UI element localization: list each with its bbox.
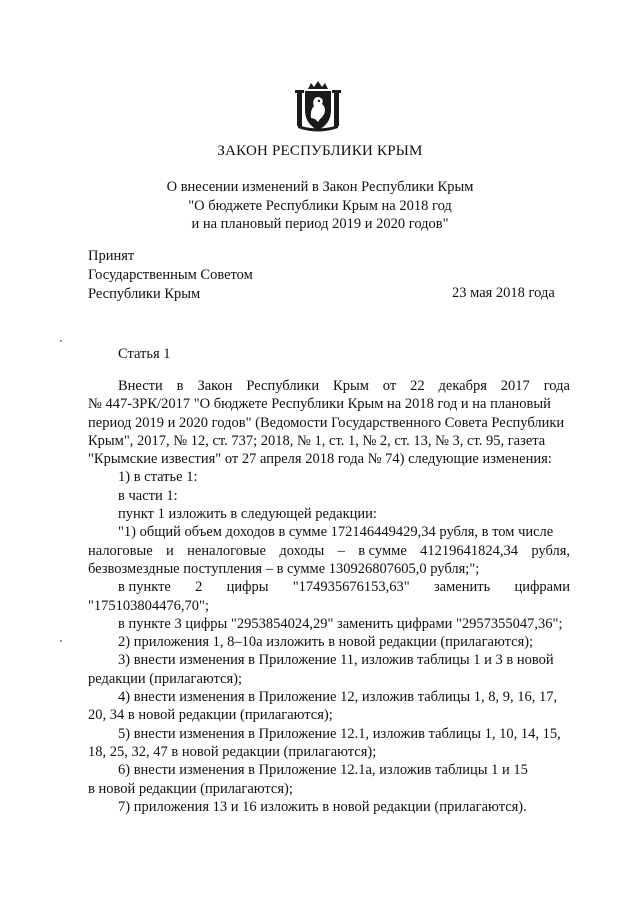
word: рубля, [531, 542, 570, 559]
word: Республики [246, 378, 320, 394]
adoption-line: Государственным Советом [88, 267, 253, 283]
list-item: 3) внести изменения в Приложение 11, изложив таблицы 1 и 3 в новой [118, 652, 554, 669]
adoption-block [88, 247, 253, 304]
word: 2017 [500, 378, 530, 394]
subtitle-line: "О бюджете Республики Крым на 2018 год [188, 197, 452, 214]
paragraph-line: Крым", 2017, № 12, ст. 737; 2018, № 1, ст. 1, № 2, ст. 13, № 3, ст. 95, газета [88, 432, 546, 449]
word: неналоговые [187, 542, 266, 559]
paragraph-line: "175103804476,70"; [88, 597, 209, 614]
scan-speck [60, 340, 62, 342]
adoption-date: 23 мая 2018 года [452, 285, 555, 301]
adoption-line: Принят [88, 248, 135, 264]
list-item: в пункте 3 цифры "2953854024,29" заменить цифрами "2957355047,36"; [118, 615, 563, 632]
word: Закон [197, 378, 233, 394]
word: в сумме [358, 542, 407, 559]
word: года [543, 378, 570, 394]
word: – [337, 542, 345, 559]
quote-line: безвозмездные поступления – в сумме 130926807605,0 рубля;"; [88, 560, 480, 577]
list-item: 4) внести изменения в Приложение 12, изложив таблицы 1, 8, 9, 16, 17, [118, 689, 558, 706]
quote-line-justified [88, 542, 570, 560]
paragraph-line: редакции (прилагаются); [88, 670, 243, 687]
quote-line: "1) общий объем доходов в сумме 172146449429,34 рубля, в том числе [118, 524, 554, 541]
paragraph-line-justified [88, 578, 570, 596]
word: 41219641824,34 [420, 542, 518, 559]
word: Внести [118, 378, 163, 394]
word: в [176, 378, 184, 394]
word: налоговые [88, 542, 153, 559]
document-subtitle [0, 178, 640, 234]
adoption-line: Республики Крым [88, 286, 201, 302]
paragraph-line: № 447-ЗРК/2017 "О бюджете Республики Крым на 2018 год и на плановый [88, 396, 551, 413]
scan-speck [60, 640, 62, 642]
word: от [382, 378, 397, 394]
list-item: 1) в статье 1: [118, 469, 198, 486]
list-item: пункт 1 изложить в следующей редакции: [118, 506, 377, 523]
word: в пункте [118, 579, 171, 596]
list-item: 2) приложения 1, 8–10а изложить в новой редакции (прилагаются); [118, 634, 534, 651]
crimea-coat-of-arms-icon [294, 80, 342, 132]
paragraph-line: в новой редакции (прилагаются); [88, 780, 293, 797]
word: 2 [195, 579, 203, 596]
subtitle-line: и на плановый период 2019 и 2020 годов" [191, 216, 449, 232]
word: Крым [333, 378, 369, 394]
word: заменить [433, 579, 491, 596]
list-item: в части 1: [118, 487, 178, 504]
document-title: ЗАКОН РЕСПУБЛИКИ КРЫМ [217, 143, 423, 159]
word: декабря [438, 378, 487, 394]
word: и [166, 542, 174, 559]
word: цифры [226, 579, 269, 596]
word: 22 [410, 378, 425, 394]
article-heading: Статья 1 [118, 346, 171, 362]
paragraph-line-justified [88, 377, 570, 395]
list-item: 6) внести изменения в Приложение 12.1а, изложив таблицы 1 и 15 [118, 762, 528, 779]
list-item: 7) приложения 13 и 16 изложить в новой редакции (прилагаются). [118, 798, 527, 815]
subtitle-line: О внесении изменений в Закон Республики Крым [166, 179, 474, 195]
paragraph-line: 20, 34 в новой редакции (прилагаются); [88, 707, 333, 724]
word: цифрами [514, 579, 570, 596]
article-body [88, 377, 570, 816]
paragraph-line: период 2019 и 2020 годов" (Ведомости Государственного Совета Республики [88, 414, 565, 431]
list-item: 5) внести изменения в Приложение 12.1, изложив таблицы 1, 10, 14, 15, [118, 725, 561, 742]
word: доходы [279, 542, 325, 559]
paragraph-line: 18, 25, 32, 47 в новой редакции (прилагаются); [88, 743, 377, 760]
word: "174935676153,63" [292, 579, 410, 596]
paragraph-line: "Крымские известия" от 27 апреля 2018 года № 74) следующие изменения: [88, 451, 552, 468]
